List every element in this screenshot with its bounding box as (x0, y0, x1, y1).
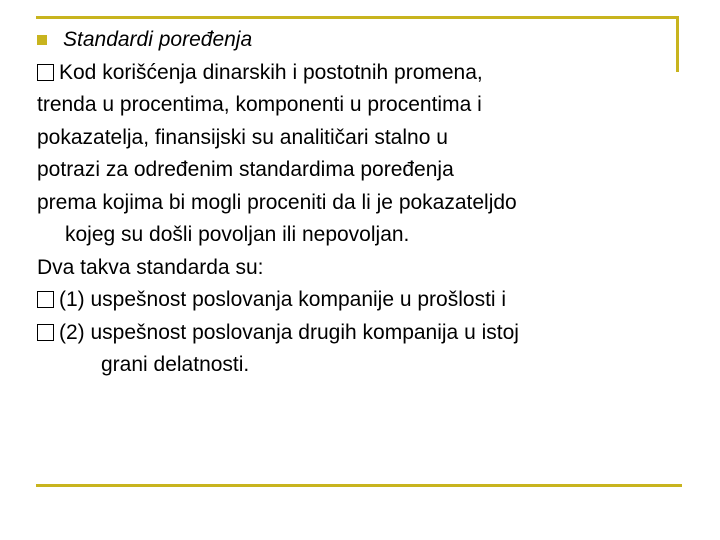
paragraph-line-2: trenda u procentima, komponenti u procentima i (37, 93, 482, 116)
frame-bottom-rule (36, 484, 682, 487)
slide-title (37, 24, 677, 57)
standards-intro: Dva takva standarda su: (37, 255, 264, 279)
paragraph-line-3: pokazatelja, finansijski su analitičari stalno u (37, 125, 448, 149)
paragraph-line-5: prema kojima bi mogli proceniti da li je pokazateljdo (37, 190, 517, 214)
paragraph-text: Kod korišćenja dinarskih i postotnih promena, (59, 60, 483, 84)
slide-body (37, 24, 677, 382)
title-text: Standardi poređenja (63, 28, 253, 51)
standard-item-text: (2) uspešnost poslovanja drugih kompanija u istoj (59, 320, 519, 344)
paragraph-line-6: kojeg su došli povoljan ili nepovoljan. (65, 223, 410, 246)
frame-top-rule (36, 16, 678, 19)
standard-item-2 (37, 317, 677, 350)
empty-box-icon (37, 324, 54, 341)
paragraph-line-4: potrazi za određenim standardima poređenja (37, 158, 454, 181)
paragraph-line-1 (37, 57, 677, 90)
standard-item-1 (37, 284, 677, 317)
empty-box-icon (37, 64, 54, 81)
standard-item-text: (1) uspešnost poslovanja kompanije u prošlosti i (59, 288, 507, 311)
square-bullet-icon (37, 35, 47, 45)
empty-box-icon (37, 291, 54, 308)
standard-item-2-continuation: grani delatnosti. (101, 353, 250, 376)
